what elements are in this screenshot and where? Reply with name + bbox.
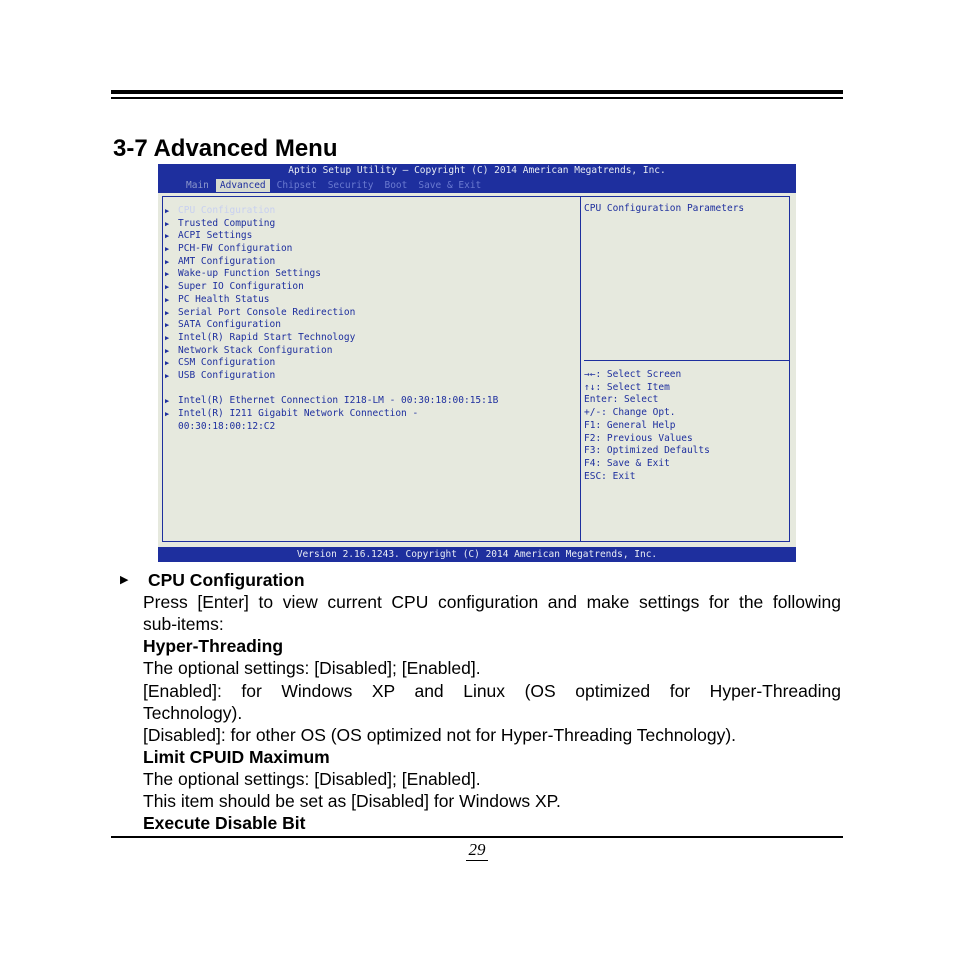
menu-item-pc-health-status[interactable]: ▶ PC Health Status xyxy=(165,293,270,305)
desc-execute-disable-heading: Execute Disable Bit xyxy=(143,813,306,833)
submenu-arrow-icon: ▶ xyxy=(165,308,170,317)
key-previous-values: F2: Previous Values xyxy=(584,432,693,444)
bios-divider xyxy=(580,196,581,542)
bios-body xyxy=(158,193,796,547)
submenu-arrow-icon: ▶ xyxy=(165,257,170,266)
menu-item-rapid-start-technology[interactable]: ▶ Intel(R) Rapid Start Technology xyxy=(165,331,356,343)
submenu-arrow-icon: ▶ xyxy=(165,283,170,292)
header-rule xyxy=(111,90,843,94)
desc-intro-line1: Press [Enter] to view current CPU configuration and make settings for the following xyxy=(143,592,841,612)
submenu-arrow-icon: ▶ xyxy=(165,219,170,228)
menu-item-wake-up-function-settings[interactable]: ▶ Wake-up Function Settings xyxy=(165,268,321,280)
menu-item-serial-port-console-redirection[interactable]: ▶ Serial Port Console Redirection xyxy=(165,306,356,318)
submenu-arrow-icon: ▶ xyxy=(165,207,170,215)
key-optimized-defaults: F3: Optimized Defaults xyxy=(584,445,710,457)
submenu-arrow-icon: ▶ xyxy=(165,410,170,418)
desc-limit-cpuid-options: The optional settings: [Disabled]; [Enabled]. xyxy=(143,769,481,789)
key-general-help: F1: General Help xyxy=(584,419,676,431)
submenu-arrow-icon: ▶ xyxy=(165,245,170,254)
desc-limit-cpuid-note: This item should be set as [Disabled] for Windows XP. xyxy=(143,791,561,811)
key-select-screen: →←: Select Screen xyxy=(584,369,682,380)
bios-menu-list xyxy=(165,205,498,433)
menu-item-acpi-settings[interactable]: ▶ ACPI Settings xyxy=(165,230,253,242)
bullet-arrow-icon: ▶ xyxy=(120,574,129,586)
desc-hyper-threading-disabled: [Disabled]: for other OS (OS optimized not for Hyper-Threading Technology). xyxy=(143,725,737,745)
tab-chipset[interactable]: Chipset xyxy=(276,180,317,191)
tab-advanced[interactable]: Advanced xyxy=(216,179,270,192)
menu-item-ethernet-i211[interactable]: ▶ Intel(R) I211 Gigabit Network Connection - xyxy=(165,408,419,419)
section-title: 3-7 Advanced Menu xyxy=(113,135,338,162)
page-number: 29 xyxy=(466,840,488,861)
desc-intro-line2: sub-items: xyxy=(143,614,224,634)
submenu-arrow-icon: ▶ xyxy=(165,270,170,279)
bios-help-separator xyxy=(584,360,789,361)
submenu-arrow-icon: ▶ xyxy=(165,232,170,241)
bios-footer: Version 2.16.1243. Copyright (C) 2014 American Megatrends, Inc. xyxy=(296,549,658,560)
submenu-arrow-icon: ▶ xyxy=(165,397,170,406)
desc-hyper-threading-options: The optional settings: [Disabled]; [Enabled]. xyxy=(143,658,481,678)
tab-security[interactable]: Security xyxy=(327,180,374,191)
bios-screenshot xyxy=(158,164,796,562)
tab-save-exit[interactable]: Save & Exit xyxy=(418,180,482,191)
submenu-arrow-icon: ▶ xyxy=(165,359,170,368)
bios-tab-bar xyxy=(182,179,488,192)
submenu-arrow-icon: ▶ xyxy=(165,295,170,304)
menu-item-ethernet-i218[interactable]: ▶ Intel(R) Ethernet Connection I218-LM - 00:30:18:00:15:1B xyxy=(165,395,499,407)
menu-item-network-stack-configuration[interactable]: ▶ Network Stack Configuration xyxy=(165,344,333,356)
key-enter-select: Enter: Select xyxy=(584,394,659,406)
key-select-item: ↑↓: Select Item xyxy=(584,381,670,393)
desc-limit-cpuid-heading: Limit CPUID Maximum xyxy=(143,747,330,767)
menu-item-amt-configuration[interactable]: ▶ AMT Configuration xyxy=(165,255,276,267)
desc-heading-cpu-configuration: CPU Configuration xyxy=(148,570,305,590)
menu-item-cpu-configuration[interactable]: ▶ CPU Configuration xyxy=(165,205,276,216)
desc-hyper-threading-heading: Hyper-Threading xyxy=(143,636,284,656)
submenu-arrow-icon: ▶ xyxy=(165,333,170,342)
submenu-arrow-icon: ▶ xyxy=(165,371,170,380)
menu-item-trusted-computing[interactable]: ▶ Trusted Computing xyxy=(165,217,276,229)
bios-key-legend xyxy=(584,369,710,483)
menu-item-sata-configuration[interactable]: ▶ SATA Configuration xyxy=(165,319,281,331)
tab-main[interactable]: Main xyxy=(186,180,209,191)
desc-hyper-threading-enabled-line1: [Enabled]: for Windows XP and Linux (OS optimized for Hyper-Threading xyxy=(143,681,841,701)
bios-help-text: CPU Configuration Parameters xyxy=(584,203,745,214)
key-esc-exit: ESC: Exit xyxy=(584,470,636,482)
key-save-exit: F4: Save & Exit xyxy=(584,457,670,469)
submenu-arrow-icon: ▶ xyxy=(165,346,170,355)
tab-boot[interactable]: Boot xyxy=(384,180,408,191)
menu-item-super-io-configuration[interactable]: ▶ Super IO Configuration xyxy=(165,281,304,293)
key-change-opt: +/-: Change Opt. xyxy=(584,407,676,419)
desc-hyper-threading-enabled-line2: Technology). xyxy=(143,703,243,723)
menu-spacer xyxy=(165,383,498,396)
submenu-arrow-icon: ▶ xyxy=(165,321,170,330)
menu-item-csm-configuration[interactable]: ▶ CSM Configuration xyxy=(165,357,276,369)
footer-rule xyxy=(111,836,843,838)
bios-title: Aptio Setup Utility – Copyright (C) 2014 American Megatrends, Inc. xyxy=(288,165,666,176)
menu-item-usb-configuration[interactable]: ▶ USB Configuration xyxy=(165,369,276,381)
menu-item-ethernet-i211-mac: 00:30:18:00:12:C2 xyxy=(178,420,276,432)
header-rule-thin xyxy=(111,97,843,99)
menu-item-pch-fw-configuration[interactable]: ▶ PCH-FW Configuration xyxy=(165,243,293,255)
